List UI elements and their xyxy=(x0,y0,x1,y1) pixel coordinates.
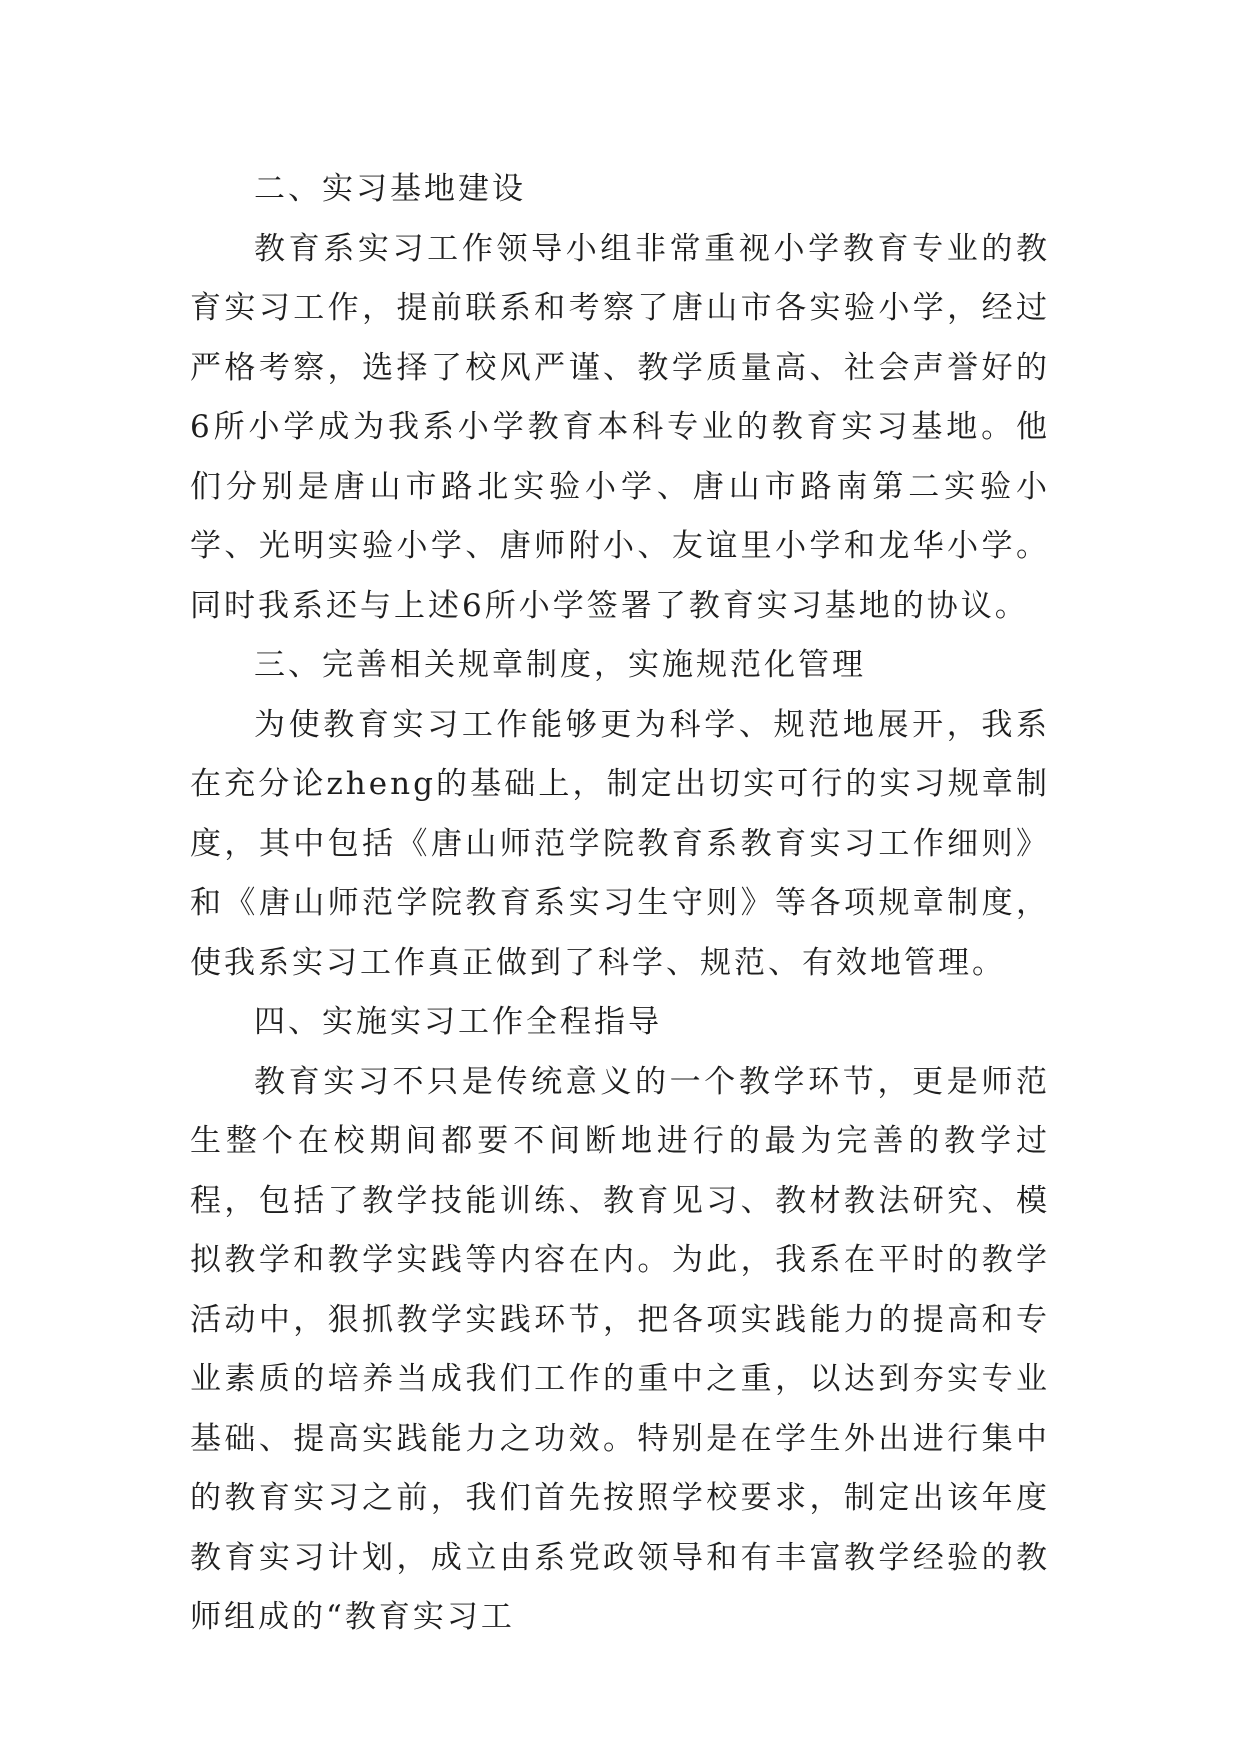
section-heading-internship-base: 二、实习基地建设 xyxy=(254,171,526,207)
document-body xyxy=(190,160,1050,1648)
section-heading-guidance: 四、实施实习工作全程指导 xyxy=(254,1004,662,1040)
section-heading-regulations: 三、完善相关规章制度，实施规范化管理 xyxy=(254,647,866,683)
paragraph-guidance: 教育实习不只是传统意义的一个教学环节，更是师范生整个在校期间都要不间断地进行的最为完善的教学过程，包括了教学技能训练、教育见习、教材教法研究、模拟教学和教学实践等内容在内。为此，我系在平时的教学活动中，狠抓教学实践环节，把各项实践能力的提高和专业素质的培养当成我们工作的重中之重，以达到夯实专业基础、提高实践能力之功效。特别是在学生外出进行集中的教育实习之前，我们首先按照学校要求，制定出该年度教育实习计划，成立由系党政领导和有丰富教学经验的教师组成的“教育实习工 xyxy=(190,1063,1050,1635)
paragraph-regulations: 为使教育实习工作能够更为科学、规范地展开，我系在充分论zheng的基础上，制定出切实可行的实习规章制度，其中包括《唐山师范学院教育系教育实习工作细则》和《唐山师范学院教育系实习生守则》等各项规章制度，使我系实习工作真正做到了科学、规范、有效地管理。 xyxy=(190,706,1050,981)
paragraph-internship-base: 教育系实习工作领导小组非常重视小学教育专业的教育实习工作，提前联系和考察了唐山市各实验小学，经过严格考察，选择了校风严谨、教学质量高、社会声誉好的6所小学成为我系小学教育本科专业的教育实习基地。他们分别是唐山市路北实验小学、唐山市路南第二实验小学、光明实验小学、唐师附小、友谊里小学和龙华小学。同时我系还与上述6所小学签署了教育实习基地的协议。 xyxy=(190,230,1050,624)
